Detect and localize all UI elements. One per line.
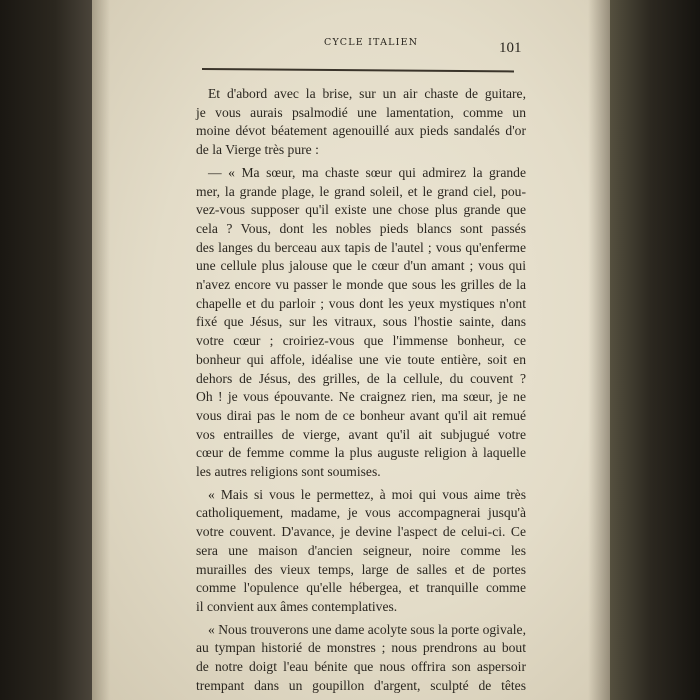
- text-line: je vous aurais psalmodié une lamentation, comme un: [196, 104, 526, 120]
- text-line: dehors de Jésus, des grilles, de la cellule, du couvent ?: [196, 370, 526, 386]
- text-line: cela ? Vous, dont les nobles pieds blancs sont passés: [196, 220, 526, 236]
- text-line: sera une maison d'ancien seigneur, noire comme les: [196, 542, 526, 558]
- text-line: de notre doigt l'eau bénite que nous offrira son aspersoir: [196, 659, 526, 675]
- text-line: Et d'abord avec la brise, sur un air chaste de guitare,: [208, 86, 526, 101]
- text-line: il convient aux âmes contemplatives.: [196, 598, 398, 614]
- text-line: les autres religions sont soumises.: [196, 464, 381, 480]
- text-line: des langes du berceau aux tapis de l'autel ; vous qu'enferme: [196, 239, 526, 255]
- page-number: 101: [499, 40, 522, 56]
- text-line: vez-vous supposer qu'il existe une chose plus grande que: [196, 202, 526, 218]
- text-line: « Nous trouverons une dame acolyte sous la porte ogivale,: [208, 621, 526, 637]
- text-line: catholiquement, madame, je vous accompagnerai jusqu'à: [196, 505, 526, 521]
- text-line: de la Vierge très pure :: [196, 142, 319, 158]
- paragraph: [196, 164, 526, 482]
- body-text: [196, 85, 526, 700]
- text-line: mer, la grande plage, le grand soleil, et le grand ciel, pou-: [196, 183, 526, 199]
- text-line: chapelle et du parloir ; vous dont les yeux mystiques n'ont: [196, 295, 526, 311]
- text-line: fixé que Jésus, sur les vitraux, sous l'hostie sainte, dans: [196, 314, 526, 330]
- text-line: bonheur qui affole, idéalise une vie toute entière, soit en: [196, 351, 526, 367]
- text-line: vous dirai pas le nom de ce bonheur avant qu'il ait remué: [196, 407, 526, 423]
- text-line: trempant dans un goupillon d'argent, sculpté de têtes: [196, 677, 526, 693]
- right-background-shadow: [610, 0, 700, 700]
- paragraph: [196, 85, 526, 160]
- text-line: — « Ma sœur, ma chaste sœur qui admirez la grande: [208, 164, 526, 180]
- text-line: moine dévot béatement agenouillé aux pieds sandalés d'or: [196, 123, 526, 139]
- text-line: comme l'opulence qu'elle hébergea, et tranquille comme: [196, 580, 526, 596]
- text-line: votre couvent. D'avance, je devine l'aspect de celui-ci. Ce: [196, 524, 526, 540]
- text-line: « Mais si vous le permettez, à moi qui vous aime très: [208, 486, 526, 502]
- paragraph: [196, 486, 526, 617]
- text-line: murailles des vieux temps, large de salles et de portes: [196, 561, 526, 577]
- text-line: cœur de femme comme la plus auguste religion à laquelle: [196, 445, 526, 461]
- text-line: votre cœur ; croiriez-vous que l'immense bonheur, ce: [196, 333, 526, 349]
- text-line: au tympan historié de monstres ; nous prendrons au bout: [196, 640, 526, 656]
- running-title: CYCLE ITALIEN: [324, 37, 419, 48]
- text-line: une cellule plus jalouse que le cœur d'un amant ; vous qui: [196, 258, 526, 274]
- text-line: n'avez encore vu passer le monde que sous les grilles de la: [196, 277, 526, 293]
- header-rule: [202, 68, 514, 72]
- left-background-shadow: [0, 0, 92, 700]
- book-page: [92, 0, 610, 700]
- text-line: vos entrailles de vierge, avant qu'il ait subjugué votre: [196, 426, 526, 442]
- text-line: Oh ! je vous épouvante. Ne craignez rien, ma sœur, je ne: [196, 389, 526, 405]
- paragraph: [196, 621, 526, 696]
